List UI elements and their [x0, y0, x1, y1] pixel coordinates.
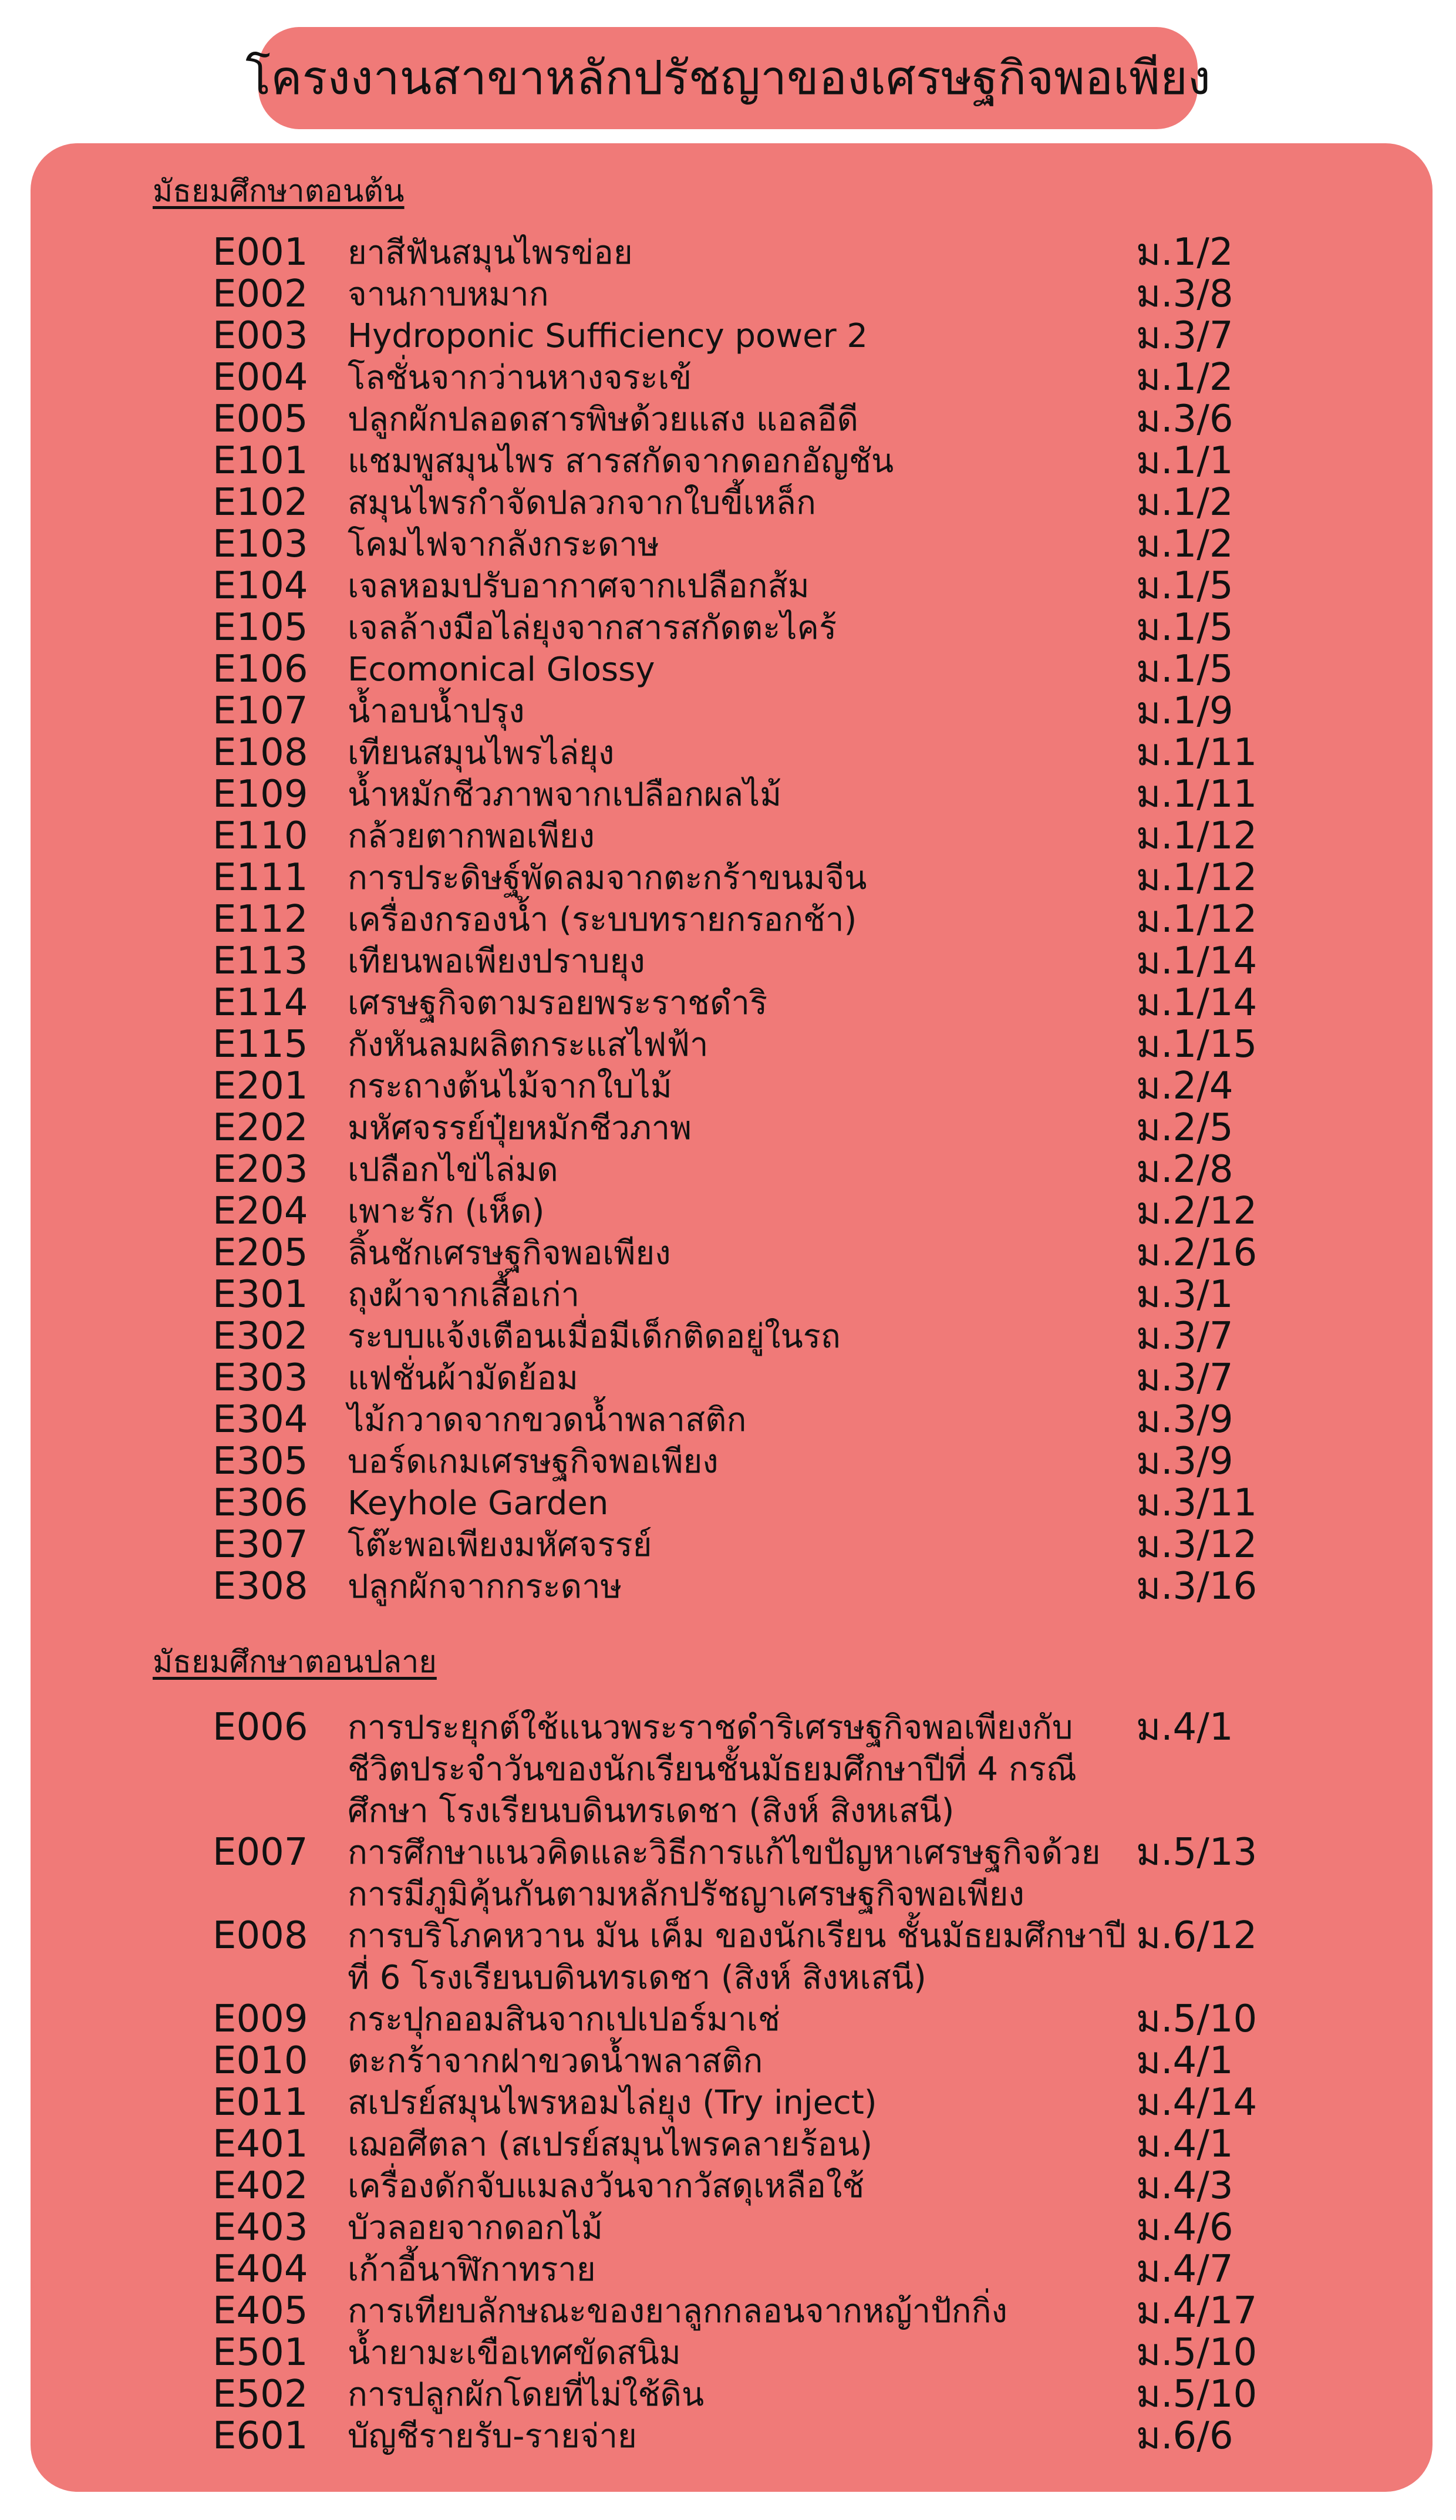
project-row	[0, 690, 1456, 732]
project-code: E307	[213, 1523, 308, 1566]
project-class: ม.2/12	[1136, 1190, 1258, 1233]
project-title: เฌอศีตลา (สเปรย์สมุนไพรคลายร้อน)	[348, 2125, 873, 2164]
project-code: E004	[213, 356, 308, 399]
project-list-lower-secondary	[0, 232, 1456, 1608]
project-row	[0, 524, 1456, 565]
project-class: ม.1/5	[1136, 606, 1233, 649]
project-code: E001	[213, 231, 308, 274]
project-title: บอร์ดเกมเศรษฐกิจพอเพียง	[348, 1443, 719, 1481]
project-row	[0, 2040, 1456, 2082]
project-row	[0, 1399, 1456, 1441]
project-code: E404	[213, 2248, 308, 2291]
project-code: E402	[213, 2164, 308, 2208]
project-code: E115	[213, 1023, 308, 1066]
project-code: E105	[213, 606, 308, 649]
project-title: เครื่องดักจับแมลงวันจากวัสดุเหลือใช้	[348, 2167, 865, 2205]
project-title: การบริโภคหวาน มัน เค็ม ของนักเรียน ชั้นมัธยมศึกษาปีที่ 6 โรงเรียนบดินทรเดชา (สิงห์ สิงหเสนี)	[348, 1917, 1126, 1997]
project-code: E203	[213, 1148, 308, 1191]
project-title: ตะกร้าจากฝาขวดน้ำพลาสติก	[348, 2042, 763, 2080]
project-code: E108	[213, 731, 308, 774]
project-row	[0, 1357, 1456, 1399]
project-code: E106	[213, 648, 308, 691]
project-class: ม.3/7	[1136, 314, 1233, 358]
section-heading-upper-secondary: มัธยมศึกษาตอนปลาย	[153, 1645, 437, 1680]
project-class: ม.5/10	[1136, 2373, 1258, 2416]
project-row	[0, 2290, 1456, 2332]
project-title: น้ำหมักชีวภาพจากเปลือกผลไม้	[348, 776, 782, 814]
project-class: ม.3/12	[1136, 1523, 1258, 1566]
title-banner	[245, 27, 1211, 129]
project-code: E111	[213, 856, 308, 899]
project-title: เทียนสมุนไพรไล่ยุง	[348, 734, 615, 772]
project-row	[0, 2124, 1456, 2165]
project-code: E305	[213, 1440, 308, 1483]
project-class: ม.1/11	[1136, 731, 1258, 774]
project-code: E502	[213, 2373, 308, 2416]
project-class: ม.1/9	[1136, 689, 1233, 733]
project-row	[0, 1316, 1456, 1357]
project-code: E006	[213, 1706, 308, 1749]
project-code: E401	[213, 2123, 308, 2166]
project-code: E205	[213, 1231, 308, 1275]
project-row	[0, 1999, 1456, 2040]
project-row	[0, 2249, 1456, 2290]
project-row	[0, 1274, 1456, 1316]
project-code: E007	[213, 1831, 308, 1874]
project-class: ม.5/10	[1136, 2331, 1258, 2374]
project-title: โคมไฟจากลังกระดาษ	[348, 525, 659, 564]
project-class: ม.3/9	[1136, 1440, 1233, 1483]
project-code: E101	[213, 439, 308, 483]
project-class: ม.3/9	[1136, 1398, 1233, 1441]
project-title: แฟชั่นผ้ามัดย้อม	[348, 1359, 578, 1397]
project-code: E114	[213, 981, 308, 1025]
project-title: บัญชีรายรับ-รายจ่าย	[348, 2417, 637, 2455]
project-row	[0, 816, 1456, 857]
project-class: ม.2/5	[1136, 1106, 1233, 1150]
project-code: E302	[213, 1315, 308, 1358]
project-code: E110	[213, 814, 308, 858]
project-row	[0, 899, 1456, 941]
project-title: การเทียบลักษณะของยาลูกกลอนจากหญ้าปักกิ่ง	[348, 2292, 1007, 2330]
project-class: ม.3/11	[1136, 1481, 1258, 1525]
project-row	[0, 1524, 1456, 1566]
project-title: การปลูกผักโดยที่ไม่ใช้ดิน	[348, 2376, 705, 2414]
project-class: ม.4/1	[1136, 2039, 1233, 2083]
project-title: สมุนไพรกำจัดปลวกจากใบขี้เหล็ก	[348, 484, 816, 522]
project-code: E109	[213, 773, 308, 816]
project-row	[0, 2207, 1456, 2249]
project-title: ยาสีฟันสมุนไพรข่อย	[348, 234, 633, 272]
project-row	[0, 1024, 1456, 1066]
project-title: ถุงผ้าจากเสื้อเก่า	[348, 1276, 580, 1314]
project-title: น้ำยามะเขือเทศขัดสนิม	[348, 2334, 681, 2372]
project-row	[0, 607, 1456, 649]
project-title: กล้วยตากพอเพียง	[348, 817, 595, 855]
project-class: ม.4/3	[1136, 2164, 1233, 2208]
project-row	[0, 357, 1456, 399]
project-row	[0, 649, 1456, 690]
section-heading-lower-secondary: มัธยมศึกษาตอนต้น	[153, 174, 405, 209]
project-code: E202	[213, 1106, 308, 1150]
project-title: ปลูกผักปลอดสารพิษด้วยแสง แอลอีดี	[348, 400, 858, 439]
project-title: ระบบแจ้งเตือนเมื่อมีเด็กติดอยู่ในรถ	[348, 1318, 841, 1356]
project-class: ม.4/14	[1136, 2081, 1258, 2124]
project-class: ม.4/1	[1136, 2123, 1233, 2166]
project-class: ม.4/1	[1136, 1706, 1233, 1749]
project-class: ม.1/2	[1136, 356, 1233, 399]
project-class: ม.1/5	[1136, 564, 1233, 608]
project-title: ปลูกผักจากกระดาษ	[348, 1568, 622, 1606]
project-row	[0, 1441, 1456, 1483]
project-row	[0, 774, 1456, 816]
project-code: E010	[213, 2039, 308, 2083]
project-row	[0, 1566, 1456, 1608]
project-row	[0, 1915, 1456, 1999]
project-row	[0, 399, 1456, 440]
project-class: ม.6/6	[1136, 2414, 1233, 2458]
project-title: Keyhole Garden	[348, 1484, 609, 1522]
project-class: ม.4/17	[1136, 2289, 1258, 2333]
project-code: E102	[213, 481, 308, 524]
project-class: ม.3/1	[1136, 1273, 1233, 1316]
project-title: เศรษฐกิจตามรอยพระราชดำริ	[348, 984, 768, 1022]
project-class: ม.3/7	[1136, 1356, 1233, 1400]
project-list-upper-secondary	[0, 1707, 1456, 2457]
project-code: E303	[213, 1356, 308, 1400]
project-row	[0, 315, 1456, 357]
project-title: สเปรย์สมุนไพรหอมไล่ยุง (Try inject)	[348, 2084, 877, 2122]
project-code: E405	[213, 2289, 308, 2333]
project-row	[0, 982, 1456, 1024]
project-class: ม.3/7	[1136, 1315, 1233, 1358]
project-row	[0, 1707, 1456, 1832]
project-class: ม.1/12	[1136, 898, 1258, 941]
project-code: E005	[213, 397, 308, 441]
project-class: ม.2/8	[1136, 1148, 1233, 1191]
project-code: E107	[213, 689, 308, 733]
project-code: E201	[213, 1064, 308, 1108]
project-title: ลิ้นชักเศรษฐกิจพอเพียง	[348, 1234, 671, 1272]
project-title: Hydroponic Sufficiency power 2	[348, 317, 868, 355]
project-title: น้ำอบน้ำปรุง	[348, 692, 525, 730]
project-row	[0, 1232, 1456, 1274]
project-class: ม.5/13	[1136, 1831, 1258, 1874]
project-row	[0, 1107, 1456, 1149]
project-code: E008	[213, 1914, 308, 1958]
project-class: ม.1/14	[1136, 939, 1258, 983]
project-code: E011	[213, 2081, 308, 2124]
project-class: ม.6/12	[1136, 1914, 1258, 1958]
project-row	[0, 440, 1456, 482]
project-code: E002	[213, 272, 308, 316]
project-row	[0, 857, 1456, 899]
project-class: ม.1/12	[1136, 856, 1258, 899]
project-class: ม.3/6	[1136, 397, 1233, 441]
project-row	[0, 1483, 1456, 1524]
project-code: E103	[213, 523, 308, 566]
project-class: ม.4/7	[1136, 2248, 1233, 2291]
project-row	[0, 2082, 1456, 2124]
project-title: โลชั่นจากว่านหางจระเข้	[348, 359, 692, 397]
project-code: E403	[213, 2206, 308, 2249]
project-row	[0, 1832, 1456, 1915]
project-class: ม.5/10	[1136, 1997, 1258, 2041]
project-title: มหัศจรรย์ปุ๋ยหมักชีวภาพ	[348, 1109, 692, 1147]
project-row	[0, 1191, 1456, 1232]
project-class: ม.1/2	[1136, 481, 1233, 524]
project-title: เจลล้างมือไล่ยุงจากสารสกัดตะไคร้	[348, 609, 837, 647]
project-class: ม.1/2	[1136, 523, 1233, 566]
project-class: ม.1/2	[1136, 231, 1233, 274]
project-title: Ecomonical Glossy	[348, 651, 655, 689]
project-title: โต๊ะพอเพียงมหัศจรรย์	[348, 1526, 652, 1564]
project-class: ม.2/16	[1136, 1231, 1258, 1275]
project-row	[0, 482, 1456, 524]
project-title: เทียนพอเพียงปราบยุง	[348, 942, 645, 981]
project-code: E306	[213, 1481, 308, 1525]
project-title: การศึกษาแนวคิดและวิธีการแก้ไขปัญหาเศรษฐกิจด้วยการมีภูมิคุ้นกันตามหลักปรัชญาเศรษฐกิจพอเพียง	[348, 1834, 1101, 1913]
project-title: กระปุกออมสินจากเปเปอร์มาเช่	[348, 2000, 780, 2039]
project-row	[0, 232, 1456, 274]
project-row	[0, 2332, 1456, 2374]
project-code: E204	[213, 1190, 308, 1233]
project-code: E301	[213, 1273, 308, 1316]
project-class: ม.1/12	[1136, 814, 1258, 858]
project-class: ม.1/15	[1136, 1023, 1258, 1066]
project-title: บัวลอยจากดอกไม้	[348, 2209, 603, 2247]
project-class: ม.4/6	[1136, 2206, 1233, 2249]
project-code: E104	[213, 564, 308, 608]
project-title: ไม้กวาดจากขวดน้ำพลาสติก	[348, 1401, 747, 1439]
project-code: E003	[213, 314, 308, 358]
project-class: ม.1/11	[1136, 773, 1258, 816]
project-title: เก้าอี้นาฬิกาทราย	[348, 2251, 596, 2289]
project-title: เจลหอมปรับอากาศจากเปลือกส้ม	[348, 567, 810, 605]
project-row	[0, 1066, 1456, 1107]
project-title: กระถางต้นไม้จากใบไม้	[348, 1067, 672, 1106]
project-row	[0, 2374, 1456, 2415]
project-class: ม.3/8	[1136, 272, 1233, 316]
project-title: แชมพูสมุนไพร สารสกัดจากดอกอัญชัน	[348, 442, 894, 480]
project-code: E304	[213, 1398, 308, 1441]
project-class: ม.1/5	[1136, 648, 1233, 691]
project-code: E601	[213, 2414, 308, 2458]
project-row	[0, 2165, 1456, 2207]
project-title: เพาะรัก (เห็ด)	[348, 1192, 545, 1231]
project-code: E308	[213, 1565, 308, 1608]
project-class: ม.2/4	[1136, 1064, 1233, 1108]
project-title: การประดิษฐ์พัดลมจากตะกร้าขนมจีน	[348, 859, 867, 897]
project-code: E112	[213, 898, 308, 941]
project-class: ม.1/14	[1136, 981, 1258, 1025]
project-row	[0, 941, 1456, 982]
project-row	[0, 1149, 1456, 1191]
project-row	[0, 732, 1456, 774]
project-class: ม.3/16	[1136, 1565, 1258, 1608]
project-title: เปลือกไข่ไล่มด	[348, 1151, 558, 1189]
project-row	[0, 274, 1456, 315]
project-class: ม.1/1	[1136, 439, 1233, 483]
project-title: จานกาบหมาก	[348, 275, 549, 314]
project-title: เครื่องกรองน้ำ (ระบบทรายกรอกช้า)	[348, 901, 857, 939]
project-code: E113	[213, 939, 308, 983]
project-row	[0, 565, 1456, 607]
project-code: E009	[213, 1997, 308, 2041]
page-title: โครงงานสาขาหลักปรัชญาของเศรษฐกิจพอเพียง	[245, 50, 1211, 105]
project-title: กังหันลมผลิตกระแสไฟฟ้า	[348, 1026, 709, 1064]
project-title: การประยุกต์ใช้แนวพระราชดำริเศรษฐกิจพอเพียงกับชีวิตประจำวันของนักเรียนชั้นมัธยมศึกษาปีที่ 4 กรณีศึกษา โรงเรียนบดินทรเดชา (สิงห์ สิงหเสนี)	[348, 1709, 1077, 1830]
project-code: E501	[213, 2331, 308, 2374]
project-row	[0, 2415, 1456, 2457]
